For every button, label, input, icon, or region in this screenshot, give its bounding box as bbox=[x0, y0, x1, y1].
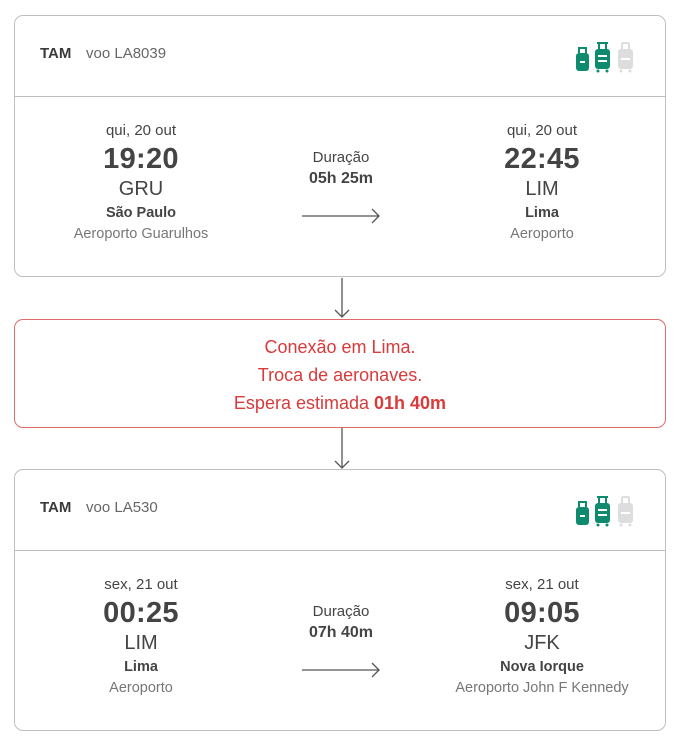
checked-bag-icon bbox=[595, 497, 610, 527]
checked-bag-disabled-icon bbox=[618, 43, 633, 73]
arrival-airport-name: Aeroporto bbox=[510, 226, 574, 242]
airline-name: TAM bbox=[40, 499, 72, 516]
arrival-time: 09:05 bbox=[504, 597, 580, 629]
flight-header bbox=[15, 16, 665, 97]
arrow-down-icon bbox=[334, 428, 350, 470]
departure-city: São Paulo bbox=[105, 205, 177, 221]
airline-name: TAM bbox=[40, 45, 72, 62]
arrival-time: 22:45 bbox=[504, 143, 580, 175]
wait-time: 01h 40m bbox=[374, 393, 447, 413]
baggage-icons bbox=[570, 37, 640, 73]
arrival-airport-code: LIM bbox=[525, 178, 559, 200]
departure-time: 00:25 bbox=[103, 597, 179, 629]
departure-airport-code: LIM bbox=[124, 632, 158, 654]
flight-card-2 bbox=[14, 469, 666, 731]
baggage-icons bbox=[570, 491, 640, 527]
connection-city-text: Conexão em Lima. bbox=[264, 337, 416, 357]
departure-time: 19:20 bbox=[103, 143, 179, 175]
duration-label: Duração bbox=[312, 603, 370, 620]
duration-value: 07h 40m bbox=[308, 624, 374, 641]
departure-info bbox=[11, 576, 271, 696]
aircraft-change-text: Troca de aeronaves. bbox=[257, 365, 423, 385]
duration-value: 05h 25m bbox=[308, 170, 374, 187]
arrival-info bbox=[412, 576, 672, 696]
departure-airport-name: Aeroporto bbox=[109, 680, 173, 696]
departure-airport-code: GRU bbox=[118, 178, 164, 200]
arrow-down-icon bbox=[334, 278, 350, 319]
departure-date: sex, 21 out bbox=[104, 576, 178, 593]
duration-label: Duração bbox=[312, 149, 370, 166]
arrival-airport-code: JFK bbox=[524, 632, 560, 654]
arrival-date: sex, 21 out bbox=[505, 576, 579, 593]
arrow-right-icon bbox=[302, 208, 382, 224]
departure-city: Lima bbox=[124, 659, 158, 675]
departure-info bbox=[11, 122, 271, 242]
departure-date: qui, 20 out bbox=[105, 122, 177, 139]
departure-airport-name: Aeroporto Guarulhos bbox=[73, 226, 209, 242]
carry-on-bag-icon bbox=[576, 502, 589, 525]
arrival-city: Lima bbox=[525, 205, 559, 221]
flight-duration bbox=[281, 603, 401, 642]
arrival-airport-name: Aeroporto John F Kennedy bbox=[455, 680, 629, 696]
flight-card-1 bbox=[14, 15, 666, 277]
estimated-wait bbox=[15, 389, 665, 417]
checked-bag-icon bbox=[595, 43, 610, 73]
wait-label: Espera estimada bbox=[233, 393, 369, 413]
arrival-city: Nova Iorque bbox=[500, 659, 584, 675]
flight-number: voo LA8039 bbox=[86, 45, 167, 62]
checked-bag-disabled-icon bbox=[618, 497, 633, 527]
flight-header bbox=[15, 470, 665, 551]
carry-on-bag-icon bbox=[576, 48, 589, 71]
arrival-info bbox=[412, 122, 672, 242]
flight-number: voo LA530 bbox=[86, 499, 158, 516]
arrival-date: qui, 20 out bbox=[506, 122, 578, 139]
arrow-right-icon bbox=[302, 662, 382, 678]
connection-notice bbox=[14, 319, 666, 428]
flight-duration bbox=[281, 149, 401, 188]
